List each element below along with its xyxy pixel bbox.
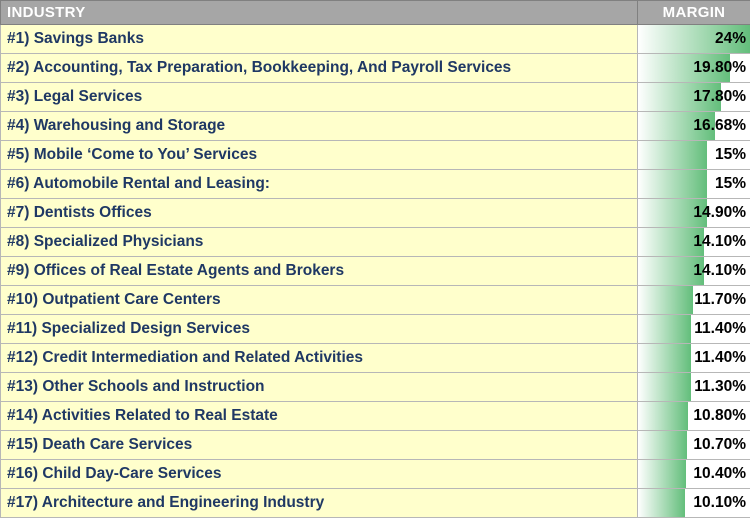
margin-text: [638, 373, 750, 401]
margin-number: 15: [714, 175, 733, 192]
table-row: [1, 373, 750, 402]
margin-text: [638, 141, 750, 169]
table-row: [1, 489, 750, 518]
margin-percent-sign: %: [732, 407, 746, 424]
margin-value-cell: [638, 286, 750, 315]
margin-percent-sign: %: [732, 30, 746, 47]
margin-percent-sign: %: [732, 262, 746, 279]
margin-text: [638, 54, 750, 82]
margin-percent-sign: %: [732, 204, 746, 221]
margin-text: [638, 25, 750, 53]
table-row: [1, 199, 750, 228]
table-row: [1, 257, 750, 286]
industry-name-cell: #10) Outpatient Care Centers: [1, 286, 638, 315]
margin-percent-sign: %: [732, 320, 746, 337]
margin-text: [638, 344, 750, 372]
margin-number: 10.10: [693, 494, 733, 511]
industry-name-cell: #7) Dentists Offices: [1, 199, 638, 228]
margin-percent-sign: %: [732, 494, 746, 511]
margin-number: 16.68: [693, 117, 733, 134]
margin-value-cell: [638, 199, 750, 228]
margin-percent-sign: %: [732, 146, 746, 163]
margin-text: [638, 112, 750, 140]
margin-number: 14.10: [693, 262, 733, 279]
industry-name-cell: #1) Savings Banks: [1, 25, 638, 54]
margin-number: 11.40: [694, 320, 733, 337]
margin-value-cell: [638, 170, 750, 199]
margin-text: [638, 170, 750, 198]
margin-number: 11.40: [694, 349, 733, 366]
margin-number: 11.30: [694, 378, 733, 395]
industry-name-cell: #14) Activities Related to Real Estate: [1, 402, 638, 431]
margin-value-cell: [638, 489, 750, 518]
margin-value-cell: [638, 83, 750, 112]
margin-number: 10.70: [693, 436, 733, 453]
column-header-margin[interactable]: MARGIN: [638, 1, 750, 25]
margin-percent-sign: %: [732, 88, 746, 105]
industry-name-cell: #9) Offices of Real Estate Agents and Brokers: [1, 257, 638, 286]
margin-number: 10.80: [693, 407, 733, 424]
table-row: [1, 344, 750, 373]
industry-name-cell: #13) Other Schools and Instruction: [1, 373, 638, 402]
margin-value-cell: [638, 112, 750, 141]
margin-number: 14.10: [693, 233, 733, 250]
industry-name-cell: #12) Credit Intermediation and Related Activities: [1, 344, 638, 373]
table-row: [1, 83, 750, 112]
table-row: [1, 431, 750, 460]
column-header-industry[interactable]: INDUSTRY: [1, 1, 638, 25]
margin-value-cell: [638, 257, 750, 286]
margin-percent-sign: %: [732, 349, 746, 366]
margin-percent-sign: %: [732, 436, 746, 453]
table-body: [1, 25, 750, 518]
industry-name-cell: #8) Specialized Physicians: [1, 228, 638, 257]
table-row: [1, 286, 750, 315]
industry-name-cell: #5) Mobile ‘Come to You’ Services: [1, 141, 638, 170]
margin-percent-sign: %: [732, 175, 746, 192]
margin-percent-sign: %: [732, 117, 746, 134]
margin-value-cell: [638, 54, 750, 83]
margin-value-cell: [638, 228, 750, 257]
table-row: [1, 170, 750, 199]
margin-text: [638, 257, 750, 285]
margin-text: [638, 199, 750, 227]
margin-text: [638, 83, 750, 111]
margin-value-cell: [638, 373, 750, 402]
table-row: [1, 315, 750, 344]
table-row: [1, 228, 750, 257]
margin-value-cell: [638, 25, 750, 54]
margin-number: 14.90: [693, 204, 733, 221]
margin-number: 17.80: [693, 88, 733, 105]
margin-value-cell: [638, 315, 750, 344]
margin-value-cell: [638, 344, 750, 373]
margin-value-cell: [638, 431, 750, 460]
margin-text: [638, 460, 750, 488]
margin-number: 11.70: [694, 291, 733, 308]
industry-name-cell: #3) Legal Services: [1, 83, 638, 112]
margin-value-cell: [638, 402, 750, 431]
table-row: [1, 25, 750, 54]
margin-percent-sign: %: [732, 465, 746, 482]
industry-name-cell: #2) Accounting, Tax Preparation, Bookkeeping, And Payroll Services: [1, 54, 638, 83]
industry-name-cell: #17) Architecture and Engineering Industry: [1, 489, 638, 518]
table-row: [1, 460, 750, 489]
table-header: [1, 1, 750, 25]
margin-number: 19.80: [693, 59, 733, 76]
table-row: [1, 54, 750, 83]
margin-percent-sign: %: [732, 59, 746, 76]
margin-number: 10.40: [693, 465, 733, 482]
industry-name-cell: #6) Automobile Rental and Leasing:: [1, 170, 638, 199]
margin-text: [638, 228, 750, 256]
table-row: [1, 112, 750, 141]
industry-name-cell: #11) Specialized Design Services: [1, 315, 638, 344]
margin-text: [638, 431, 750, 459]
margin-value-cell: [638, 141, 750, 170]
margin-text: [638, 489, 750, 517]
margin-percent-sign: %: [732, 233, 746, 250]
industry-name-cell: #16) Child Day-Care Services: [1, 460, 638, 489]
margin-text: [638, 315, 750, 343]
table-row: [1, 402, 750, 431]
header-row: [1, 1, 750, 25]
table-row: [1, 141, 750, 170]
margin-percent-sign: %: [732, 378, 746, 395]
margin-value-cell: [638, 460, 750, 489]
industry-name-cell: #4) Warehousing and Storage: [1, 112, 638, 141]
industry-name-cell: #15) Death Care Services: [1, 431, 638, 460]
margin-number: 24: [714, 30, 733, 47]
margin-percent-sign: %: [732, 291, 746, 308]
margin-text: [638, 286, 750, 314]
margin-text: [638, 402, 750, 430]
margin-number: 15: [714, 146, 733, 163]
